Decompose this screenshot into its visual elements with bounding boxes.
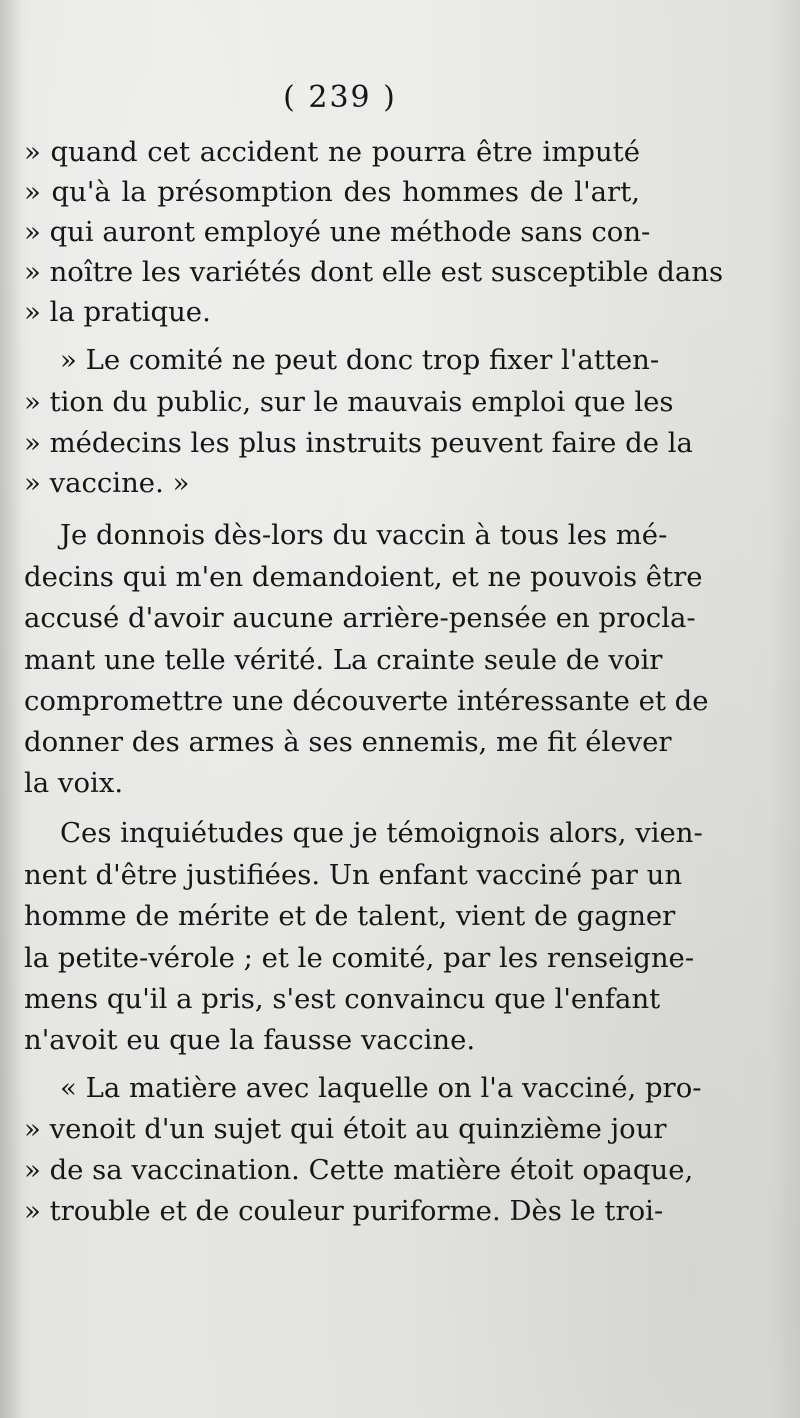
text-line: » qu'à la présomption des hommes de l'art, bbox=[24, 176, 640, 208]
text-line: decins qui m'en demandoient, et ne pouvois être bbox=[24, 561, 703, 593]
text-line: n'avoit eu que la fausse vaccine. bbox=[24, 1024, 476, 1056]
text-line: » quand cet accident ne pourra être imputé bbox=[24, 136, 640, 168]
text-line: » vaccine. » bbox=[24, 467, 190, 499]
text-line: accusé d'avoir aucune arrière-pensée en procla- bbox=[24, 602, 696, 634]
text-line: » tion du public, sur le mauvais emploi que les bbox=[24, 386, 674, 418]
text-line: » de sa vaccination. Cette matière étoit opaque, bbox=[24, 1154, 694, 1186]
text-line: la petite-vérole ; et le comité, par les renseigne- bbox=[24, 942, 695, 974]
text-line: compromettre une découverte intéressante et de bbox=[24, 685, 709, 717]
page-number: ( 239 ) bbox=[283, 80, 397, 115]
page-gutter-shadow bbox=[0, 0, 22, 1418]
text-line: » noître les variétés dont elle est susceptible dans bbox=[24, 256, 724, 288]
text-line: mens qu'il a pris, s'est convaincu que l'enfant bbox=[24, 983, 661, 1015]
text-line: la voix. bbox=[24, 767, 124, 799]
text-line: » venoit d'un sujet qui étoit au quinzième jour bbox=[24, 1113, 667, 1145]
text-line: nent d'être justifiées. Un enfant vacciné par un bbox=[24, 859, 683, 891]
text-line: « La matière avec laquelle on l'a vacciné, pro- bbox=[60, 1072, 702, 1104]
text-line: » médecins les plus instruits peuvent faire de la bbox=[24, 427, 693, 459]
text-line: » qui auront employé une méthode sans con- bbox=[24, 216, 651, 248]
text-line: homme de mérite et de talent, vient de gagner bbox=[24, 900, 676, 932]
text-line: Ces inquiétudes que je témoignois alors, vien- bbox=[60, 817, 703, 849]
text-line: » la pratique. bbox=[24, 296, 211, 328]
text-line: » Le comité ne peut donc trop fixer l'atten- bbox=[60, 344, 660, 376]
text-line: Je donnois dès-lors du vaccin à tous les mé- bbox=[60, 519, 668, 551]
text-line: donner des armes à ses ennemis, me fit élever bbox=[24, 726, 672, 758]
text-line: » trouble et de couleur puriforme. Dès le troi- bbox=[24, 1195, 664, 1227]
text-line: mant une telle vérité. La crainte seule de voir bbox=[24, 644, 663, 676]
